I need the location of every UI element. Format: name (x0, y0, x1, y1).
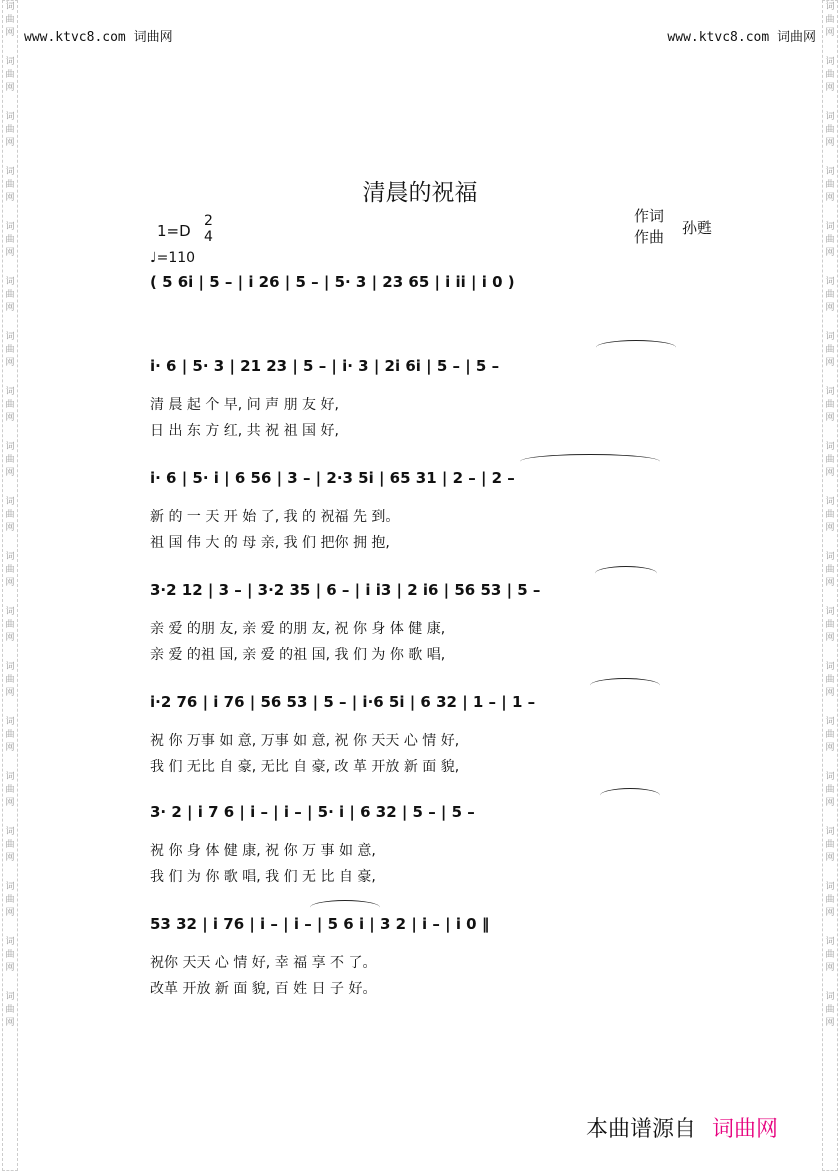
watermark-text: 词曲网 (5, 662, 15, 698)
watermark-text: 词曲网 (5, 937, 15, 973)
watermark-text: 词曲网 (825, 607, 835, 643)
slur-mark (600, 788, 660, 803)
watermark-text: 词曲网 (5, 2, 15, 38)
lyric-line-2: 祖 国 伟 大 的 母 亲, 我 们 把你 拥 抱, (150, 535, 390, 551)
slur-mark (596, 340, 676, 355)
notation-line: i·2 76 | i 76 | 56 53 | 5 – | i·6 5i | 6 32 | 1 – | 1 – (150, 693, 536, 711)
watermark-text: 词曲网 (5, 497, 15, 533)
watermark-text: 词曲网 (5, 222, 15, 258)
composer-label: 作曲 (634, 228, 665, 246)
lyric-line-2: 我 们 无比 自 豪, 无比 自 豪, 改 革 开放 新 面 貌, (150, 759, 460, 775)
lyric-line-1: 祝 你 万事 如 意, 万事 如 意, 祝 你 天天 心 情 好, (150, 733, 460, 749)
watermark-text: 词曲网 (825, 167, 835, 203)
lyricist-label: 作词 (634, 207, 665, 225)
footer-text: 本曲谱源自 (586, 1117, 697, 1142)
lyric-line-1: 祝你 天天 心 情 好, 幸 福 享 不 了。 (150, 955, 377, 971)
lyric-line-2: 亲 爱 的祖 国, 亲 爱 的祖 国, 我 们 为 你 歌 唱, (150, 647, 446, 663)
author-name: 孙甦 (682, 219, 713, 237)
header-left-url[interactable]: www.ktvc8.com 词曲网 (24, 30, 173, 45)
watermark-text: 词曲网 (825, 772, 835, 808)
watermark-text: 词曲网 (825, 552, 835, 588)
notation-line: 3·2 12 | 3 – | 3·2 35 | 6 – | i i3 | 2 i6 | 56 53 | 5 – (150, 581, 541, 599)
header-right-url[interactable]: www.ktvc8.com 词曲网 (667, 30, 816, 45)
time-top: 2 (204, 213, 213, 229)
song-title: 清晨的祝福 (362, 180, 478, 206)
watermark-text: 词曲网 (825, 882, 835, 918)
watermark-text: 词曲网 (5, 717, 15, 753)
lyric-line-1: 亲 爱 的朋 友, 亲 爱 的朋 友, 祝 你 身 体 健 康, (150, 621, 446, 637)
watermark-text: 词曲网 (5, 112, 15, 148)
watermark-text: 词曲网 (5, 992, 15, 1028)
watermark-text: 词曲网 (825, 497, 835, 533)
watermark-text: 词曲网 (825, 222, 835, 258)
watermark-text: 词曲网 (5, 57, 15, 93)
slur-mark (590, 678, 660, 693)
lyric-line-1: 清 晨 起 个 早, 问 声 朋 友 好, (150, 397, 339, 413)
footer-source (586, 1112, 778, 1143)
notation-line: ( 5 6i | 5 – | i 26 | 5 – | 5· 3 | 23 65 | i ii | i 0 ) (150, 273, 515, 291)
notation-line: 3· 2 | i 7 6 | i – | i – | 5· i | 6 32 | 5 – | 5 – (150, 803, 475, 821)
watermark-text: 词曲网 (825, 277, 835, 313)
watermark-text: 词曲网 (5, 387, 15, 423)
notation-line: i· 6 | 5· 3 | 21 23 | 5 – | i· 3 | 2i 6i | 5 – | 5 – (150, 357, 500, 375)
watermark-text: 词曲网 (5, 167, 15, 203)
lyric-line-1: 新 的 一 天 开 始 了, 我 的 祝福 先 到。 (150, 509, 400, 525)
watermark-text: 词曲网 (825, 332, 835, 368)
notation-line: 53 32 | i 76 | i – | i – | 5 6 i | 3 2 | i – | i 0 ‖ (150, 915, 490, 933)
watermark-text: 词曲网 (5, 442, 15, 478)
watermark-text: 词曲网 (825, 387, 835, 423)
key-signature: 1=D (157, 222, 191, 240)
time-signature (204, 213, 213, 245)
lyric-line-2: 改革 开放 新 面 貌, 百 姓 日 子 好。 (150, 981, 377, 997)
watermark-text: 词曲网 (825, 112, 835, 148)
watermark-text: 词曲网 (5, 607, 15, 643)
watermark-text: 词曲网 (825, 442, 835, 478)
slur-mark (310, 900, 380, 915)
footer-brand[interactable]: 词曲网 (712, 1117, 779, 1142)
watermark-text: 词曲网 (5, 552, 15, 588)
lyric-line-2: 日 出 东 方 红, 共 祝 祖 国 好, (150, 423, 339, 439)
watermark-text: 词曲网 (5, 772, 15, 808)
watermark-text: 词曲网 (825, 827, 835, 863)
lyric-line-1: 祝 你 身 体 健 康, 祝 你 万 事 如 意, (150, 843, 376, 859)
watermark-text: 词曲网 (825, 662, 835, 698)
watermark-text: 词曲网 (825, 717, 835, 753)
watermark-text: 词曲网 (825, 2, 835, 38)
watermark-text: 词曲网 (825, 992, 835, 1028)
watermark-text: 词曲网 (5, 277, 15, 313)
slur-mark (595, 566, 657, 581)
watermark-text: 词曲网 (5, 882, 15, 918)
lyric-line-2: 我 们 为 你 歌 唱, 我 们 无 比 自 豪, (150, 869, 376, 885)
watermark-text: 词曲网 (825, 937, 835, 973)
watermark-text: 词曲网 (5, 332, 15, 368)
watermark-text: 词曲网 (5, 827, 15, 863)
slur-mark (520, 454, 660, 469)
tempo: ♩=110 (150, 250, 196, 266)
notation-line: i· 6 | 5· i | 6 56 | 3 – | 2·3 5i | 65 31 | 2 – | 2 – (150, 469, 515, 487)
time-bottom: 4 (204, 229, 213, 245)
watermark-text: 词曲网 (825, 57, 835, 93)
